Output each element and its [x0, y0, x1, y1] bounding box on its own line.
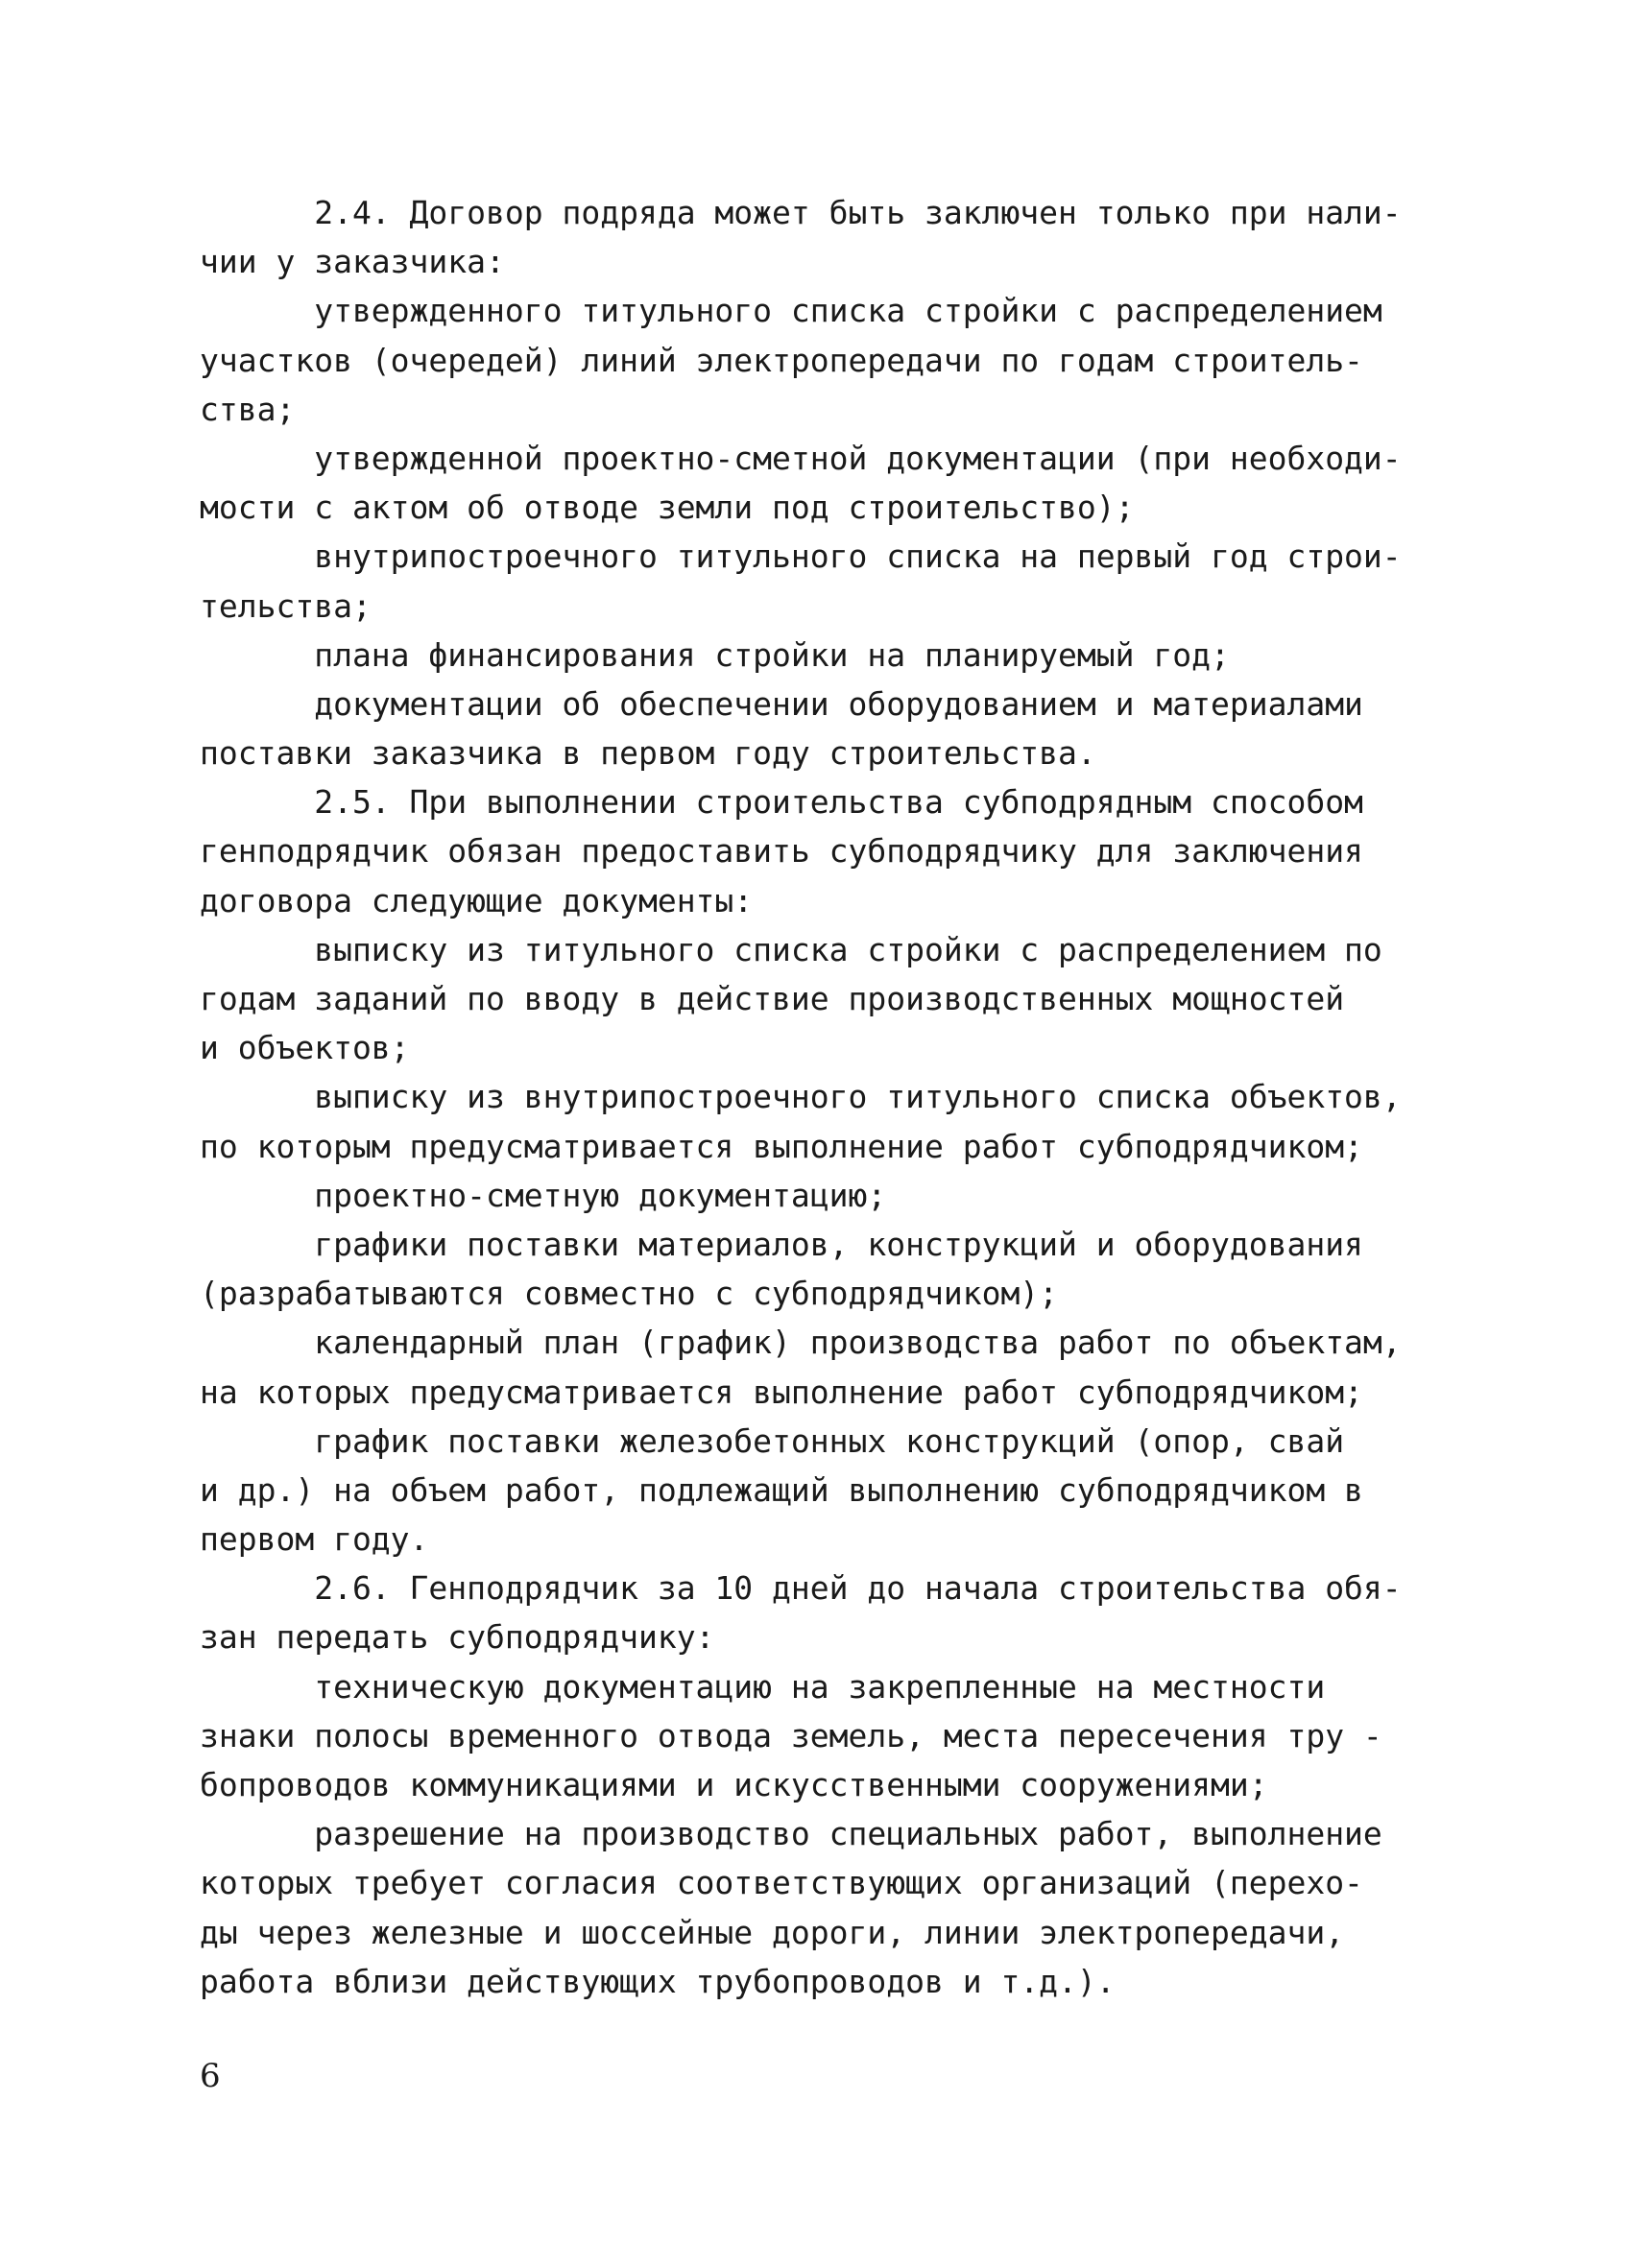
text-line: 2.4. Договор подряда может быть заключен только при нали- [200, 194, 1402, 231]
text-line: знаки полосы временного отвода земель, места пересечения тру - [200, 1716, 1382, 1755]
text-line: участков (очередей) линий электропередачи по годам строитель- [200, 341, 1363, 379]
body-text [200, 188, 1477, 2006]
text-line: выписку из титульного списка стройки с распределением по [200, 930, 1382, 968]
text-line: первом году. [200, 1520, 429, 1559]
text-line: утвержденной проектно-сметной документации (при необходи- [200, 439, 1402, 477]
text-line: календарный план (график) производства работ по объектам, [200, 1324, 1402, 1362]
text-line: проектно-сметную документацию; [200, 1176, 887, 1214]
text-line: (разрабатываются совместно с субподрядчиком); [200, 1275, 1059, 1313]
text-line: бопроводов коммуникациями и искусственными сооружениями; [200, 1766, 1268, 1803]
text-line: внутрипостроечного титульного списка на первый год строи- [200, 537, 1402, 576]
text-line: выписку из внутрипостроечного титульного списка объектов, [200, 1078, 1402, 1116]
text-line: которых требует согласия соответствующих организаций (перехо- [200, 1864, 1363, 1902]
text-line: по которым предусматривается выполнение работ субподрядчиком; [200, 1127, 1363, 1165]
text-line: договора следующие документы: [200, 881, 754, 919]
text-line: и др.) на объем работ, подлежащий выполнению субподрядчиком в [200, 1470, 1363, 1509]
text-line: плана финансирования стройки на планируемый год; [200, 635, 1230, 674]
text-line: утвержденного титульного списка стройки с распределением [200, 292, 1382, 330]
text-line: график поставки железобетонных конструкций (опор, свай [200, 1421, 1345, 1460]
page-number: 6 [200, 2057, 221, 2095]
text-line: ды через железные и шоссейные дороги, линии электропередачи, [200, 1913, 1345, 1951]
text-line: генподрядчик обязан предоставить субподрядчику для заключения [200, 832, 1363, 871]
text-line: документации об обеспечении оборудованием и материалами [200, 684, 1363, 723]
text-line: зан передать субподрядчику: [200, 1618, 715, 1657]
text-line: тельства; [200, 586, 372, 625]
text-line: годам заданий по вводу в действие производственных мощностей [200, 980, 1345, 1017]
text-line: мости с актом об отводе земли под строительство); [200, 489, 1135, 527]
text-line: графики поставки материалов, конструкций и оборудования [200, 1225, 1363, 1263]
text-line: техническую документацию на закрепленные на местности [200, 1667, 1326, 1706]
text-line: ства; [200, 390, 296, 428]
text-line: и объектов; [200, 1029, 410, 1067]
text-line: на которых предусматривается выполнение работ субподрядчиком; [200, 1373, 1363, 1411]
text-line: чии у заказчика: [200, 243, 505, 281]
text-line: поставки заказчика в первом году строительства. [200, 734, 1096, 773]
text-line: 2.5. При выполнении строительства субподрядным способом [200, 783, 1363, 822]
text-line: работа вблизи действующих трубопроводов и т.д.). [200, 1962, 1116, 2000]
text-line: разрешение на производство специальных работ, выполнение [200, 1815, 1382, 1853]
text-line: 2.6. Генподрядчик за 10 дней до начала строительства обя- [200, 1569, 1402, 1608]
